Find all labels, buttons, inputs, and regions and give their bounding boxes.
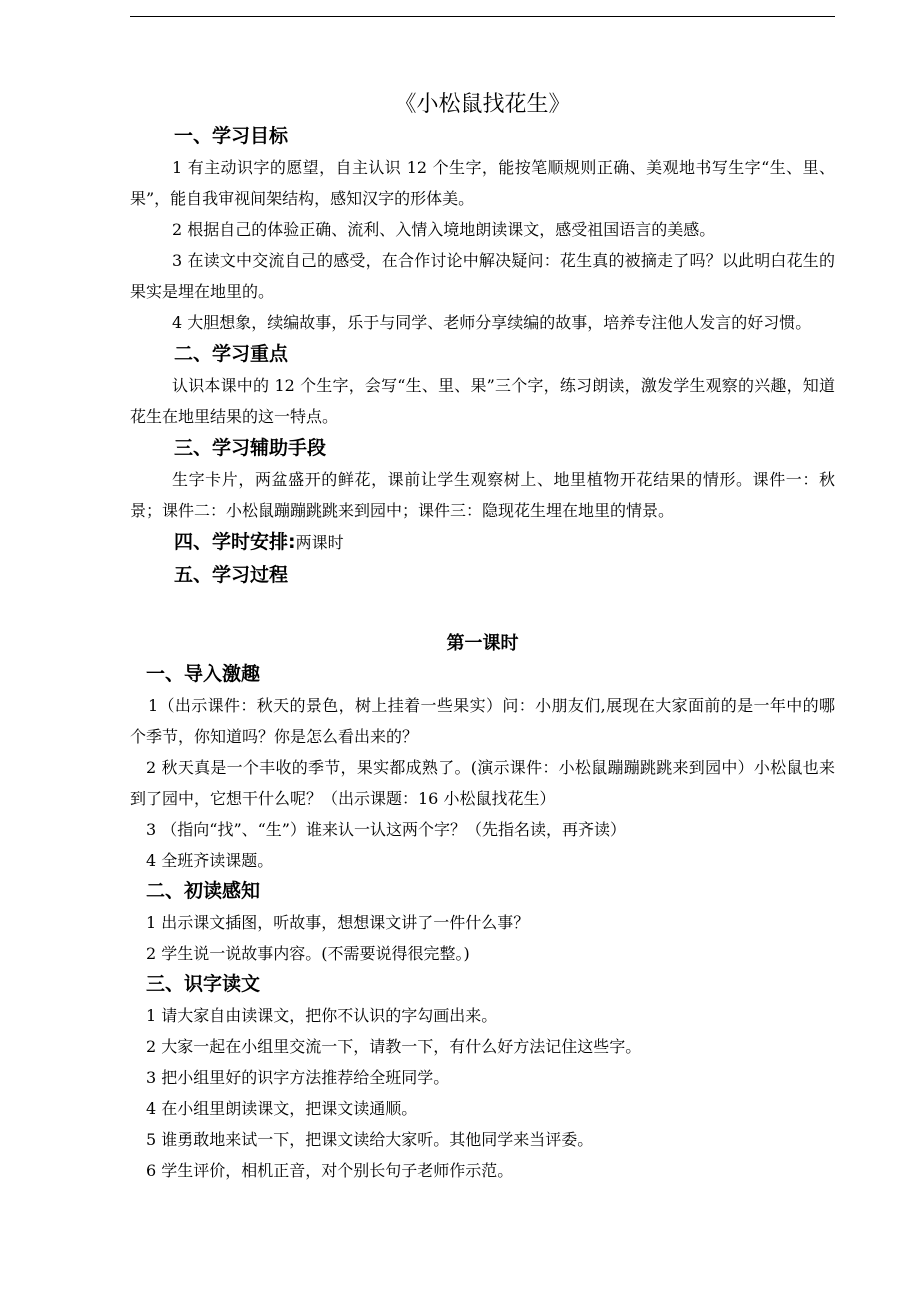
list-item: 2 大家一起在小组里交流一下，请教一下，有什么好方法记住这些字。: [146, 1037, 642, 1056]
section-heading: 三、学习辅助手段: [174, 437, 327, 459]
header-rule: [130, 16, 835, 17]
paragraph: 1 有主动识字的愿望，自主认识 12 个生字，能按笔顺规则正确、美观地书写生字“生、里、果”，能自我审视间架结构，感知汉字的形体美。: [130, 158, 835, 208]
section-process-heading: 五、学习过程: [174, 564, 289, 586]
part-heading: 二、初读感知: [146, 880, 261, 902]
paragraph: 认识本课中的 12 个生字，会写“生、里、果”三个字，练习朗读，激发学生观察的兴趣，知道花生在地里结果的这一特点。: [130, 376, 835, 426]
lesson-title: 第一课时: [446, 633, 519, 654]
document-body: [130, 90, 835, 1186]
list-item: 5 谁勇敢地来试一下，把课文读给大家听。其他同学来当评委。: [146, 1130, 594, 1149]
section-heading: 一、学习目标: [174, 125, 289, 147]
lesson-part-first-reading: [130, 876, 835, 969]
list-item: 3 （指向“找”、“生”）谁来认一认这两个字？（先指名读，再齐读）: [146, 820, 626, 839]
list-item: 4 全班齐读课题。: [146, 851, 274, 870]
section-goals: [130, 120, 835, 338]
part-heading: 三、识字读文: [146, 973, 261, 995]
list-item: 1 请大家自由读课文，把你不认识的字勾画出来。: [146, 1006, 498, 1025]
lesson-part-literacy: [130, 969, 835, 1186]
schedule-value: 两课时: [295, 533, 344, 552]
list-item: 1 出示课文插图，听故事，想想课文讲了一件什么事？: [146, 913, 530, 932]
section-aids: [130, 432, 835, 526]
list-item: 2 学生说一说故事内容。(不需要说得很完整。): [146, 944, 470, 963]
list-item: 6 学生评价，相机正音，对个别长句子老师作示范。: [146, 1161, 514, 1180]
document-title: 《小松鼠找花生》: [394, 92, 571, 117]
part-heading: 一、导入激趣: [146, 663, 261, 685]
paragraph: 生字卡片，两盆盛开的鲜花，课前让学生观察树上、地里植物开花结果的情形。课件一：秋景；课件二：小松鼠蹦蹦跳跳来到园中；课件三：隐现花生埋在地里的情景。: [130, 470, 835, 520]
list-item: 1（出示课件：秋天的景色，树上挂着一些果实）问：小朋友们,展现在大家面前的是一年中的哪个季节，你知道吗？你是怎么看出来的？: [130, 696, 835, 746]
section-heading: 二、学习重点: [174, 343, 289, 365]
list-item: 3 把小组里好的识字方法推荐给全班同学。: [146, 1068, 450, 1087]
lesson-part-intro: [130, 659, 835, 876]
paragraph: 3 在读文中交流自己的感受，在合作讨论中解决疑问：花生真的被摘走了吗？以此明白花生的果实是埋在地里的。: [130, 251, 835, 301]
paragraph: 4 大胆想象，续编故事，乐于与同学、老师分享续编的故事，培养专注他人发言的好习惯。: [172, 313, 812, 332]
paragraph: 2 根据自己的体验正确、流利、入情入境地朗读课文，感受祖国语言的美感。: [172, 220, 716, 239]
section-schedule: [130, 526, 835, 559]
section-heading: 四、学时安排:: [174, 531, 296, 553]
list-item: 4 在小组里朗读课文，把课文读通顺。: [146, 1099, 418, 1118]
list-item: 2 秋天真是一个丰收的季节，果实都成熟了。(演示课件：小松鼠蹦蹦跳跳来到园中）小松鼠也来到了园中，它想干什么呢？（出示课题：16 小松鼠找花生）: [130, 758, 835, 808]
section-focus: [130, 338, 835, 432]
